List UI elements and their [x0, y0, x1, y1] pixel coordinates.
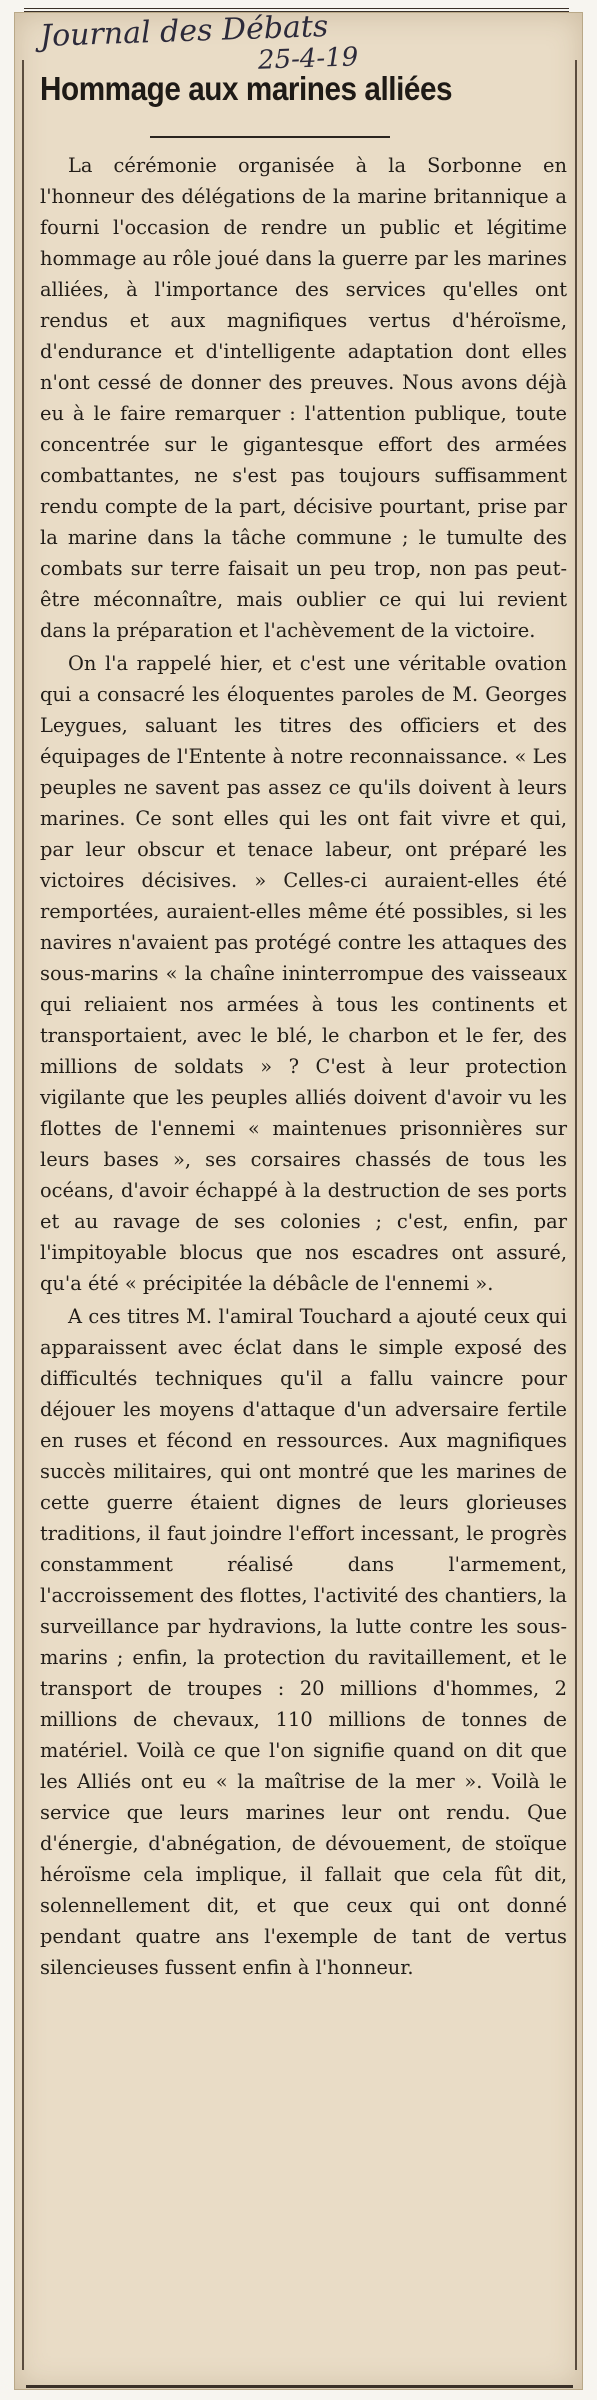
title-divider [150, 136, 390, 138]
handwritten-date-note: 25-4-19 [257, 42, 359, 76]
article-paragraph-3: A ces titres M. l'amiral Touchard a ajouté ceux qui apparaissent avec éclat dans le simple exposé des difficultés techniques qu'il a fallu vaincre pour déjouer les moyens d'attaque d'un adversaire fertile en ruses et fécond en ressources. Aux magnifiques succès militaires, qui ont montré que les marines de cette guerre étaient dignes de leurs glorieuses traditions, il faut joindre l'effort incessant, le progrès constamment réalisé dans l'armement, l'accroissement des flottes, l'activité des chantiers, la surveillance par hydravions, la lutte contre les sous-marins ; enfin, la protection du ravitaillement, et le transport de troupes : 20 millions d'hommes, 2 millions de chevaux, 110 millions de tonnes de matériel. Voilà ce que l'on signifie quand on dit que les Alliés ont eu « la maîtrise de la mer ». Voilà le service que leurs marines leur ont rendu. Que d'énergie, d'abnégation, de dévouement, de stoïque héroïsme cela implique, il fallait que cela fût dit, solennellement dit, et que ceux qui ont donné pendant quatre ans l'exemple de tant de vertus silencieuses fussent enfin à l'honneur. [40, 1305, 567, 1979]
clipping-right-column-rule [575, 60, 577, 2370]
article-paragraph-2: On l'a rappelé hier, et c'est une véritable ovation qui a consacré les éloquentes paroles de M. Georges Leygues, saluant les titres des officiers et des équipages de l'Entente à notre reconnaissance. « Les peuples ne savent pas assez ce qu'ils doivent à leurs marines. Ce sont elles qui les ont fait vivre et qui, par leur obscur et tenace labeur, ont préparé les victoires décisives. » Celles-ci auraient-elles été remportées, auraient-elles même été possibles, si les navires n'avaient pas protégé contre les attaques des sous-marins « la chaîne ininterrompue des vaisseaux qui reliaient nos armées à tous les continents et transportaient, avec le blé, le charbon et le fer, des millions de soldats » ? C'est à leur protection vigilante que les peuples alliés doivent d'avoir vu les flottes de l'ennemi « maintenues prisonnières sur leurs bases », ses corsaires chassés de tous les océans, d'avoir échappé à la destruction de ses ports et au ravage de ses colonies ; c'est, enfin, par l'impitoyable blocus que nos escadres ont assuré, qu'a été « précipitée la débâcle de l'ennemi ». [40, 652, 567, 1295]
article-paragraph-1: La cérémonie organisée à la Sorbonne en l'honneur des délégations de la marine britannique a fourni l'occasion de rendre un public et légitime hommage au rôle joué dans la guerre par les marines alliées, à l'importance des services qu'elles ont rendus et aux magnifiques vertus d'héroïsme, d'endurance et d'intelligente adaptation dont elles n'ont cessé de donner des preuves. Nous avons déjà eu à le faire remarquer : l'attention publique, toute concentrée sur le gigantesque effort des armées combattantes, ne s'est pas toujours suffisamment rendu compte de la part, décisive pourtant, prise par la marine dans la tâche commune ; le tumulte des combats sur terre faisait un peu trop, non pas peut-être méconnaître, mais oublier ce qui lui revient dans la préparation et l'achèvement de la victoire. [40, 154, 567, 642]
article-body [40, 150, 567, 1983]
article-title: Hommage aux marines alliées [40, 70, 453, 107]
handwritten-source-note: Journal des Débats [39, 8, 329, 55]
clipping-bottom-rule [26, 2385, 573, 2388]
clipping-left-column-rule [22, 60, 24, 2370]
